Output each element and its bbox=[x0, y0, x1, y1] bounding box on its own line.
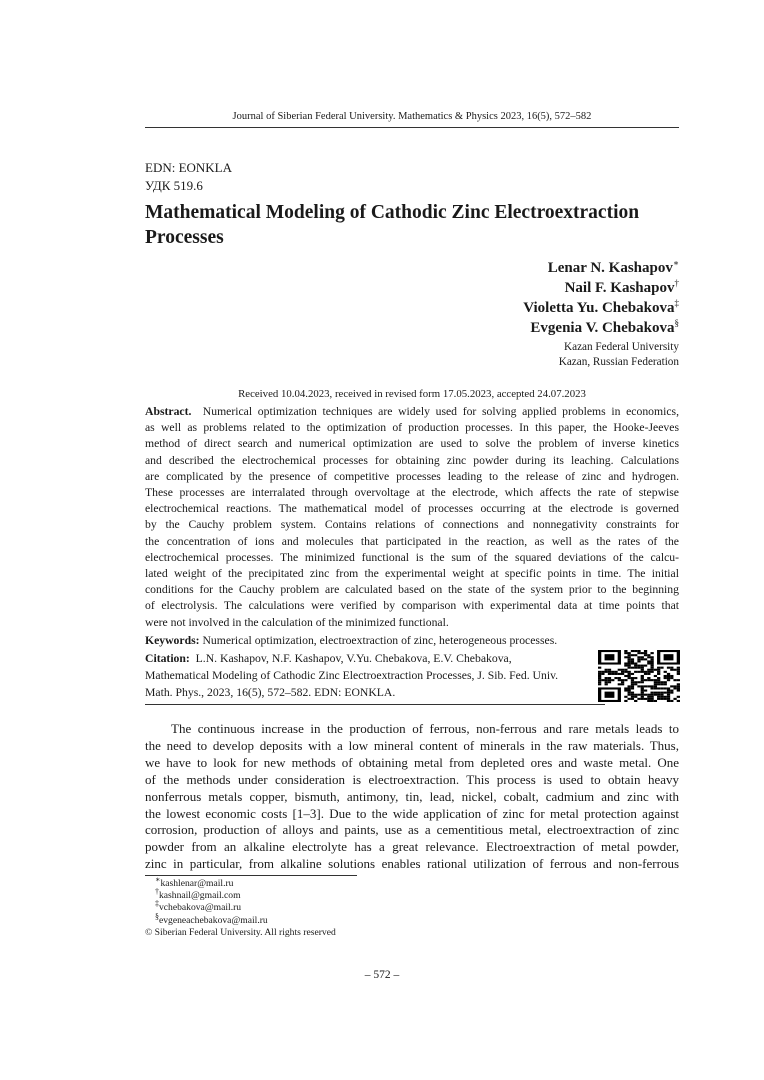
text-line: the concentration of ions and molecules that participated in the reaction, as well as the rates of the bbox=[145, 534, 679, 548]
citation bbox=[145, 650, 595, 701]
label: Abstract. bbox=[145, 405, 192, 418]
text-line: we have to look for new methods of obtaining metal from depleted ores and waste metal. One bbox=[145, 754, 679, 770]
text-line: Abstract. Numerical optimization techniques are widely used for solving applied problems in economics, bbox=[145, 405, 680, 418]
footnote: ∗kashlenar@mail.ru bbox=[155, 874, 234, 889]
received-dates: Received 10.04.2023, received in revised form 17.05.2023, accepted 24.07.2023 bbox=[238, 388, 586, 400]
text-line: corrosion, production of alloys and paints, use as a cementitious metal, electroextraction of zinc bbox=[145, 822, 679, 838]
footnote-rule bbox=[145, 875, 357, 876]
author: Nail F. Kashapov† bbox=[564, 278, 679, 296]
text-line: the need to develop deposits with a low mineral content of minerals in the raw materials. Thus, bbox=[145, 737, 679, 753]
page-number: – 572 – bbox=[364, 969, 400, 981]
text-line: Citation: L.N. Kashapov, N.F. Kashapov, V.Yu. Chebakova, E.V. Chebakova, bbox=[145, 652, 512, 665]
text-line: and described the electrochemical processes for obtaining zinc powder during its leaching. Calculations bbox=[145, 453, 679, 467]
running-header: Journal of Siberian Federal University. Mathematics & Physics 2023, 16(5), 572–582 bbox=[232, 111, 592, 122]
text-line: These processes are interralated through overvoltage at the electrode, which affects the rate of stepwise bbox=[145, 486, 679, 500]
footnote: †kashnail@gmail.com bbox=[155, 887, 241, 902]
label: Citation: bbox=[145, 652, 190, 665]
edn-code: EDN: EONKLA bbox=[145, 160, 233, 175]
text-line: method of direct search and numerical optimization are used to solve the problem of inverse kinetics bbox=[145, 437, 679, 451]
text-line: electrochemical reactions. The mathematical model of processes occurring at the electrode is governed bbox=[145, 502, 679, 516]
qr-code-icon bbox=[598, 650, 680, 702]
author: Lenar N. Kashapov∗ bbox=[547, 258, 679, 276]
text-line: as well as problems related to the optimization of production processes. In this paper, the Hooke-Jeeves bbox=[145, 421, 679, 435]
text-line: lated weight of the precipitated zinc from the experimental weight at specific points in time. The initial bbox=[145, 567, 679, 581]
text-line: were not involved in the calculation of the minimized functional. bbox=[145, 615, 449, 629]
text-line: zinc in particular, from alkaline solutions enables rational utilization of ferrous and non-ferrous bbox=[145, 856, 679, 872]
text-line: the lowest economic costs [1–3]. Due to the wide application of zinc for metal protection against bbox=[145, 805, 679, 821]
citation-rule bbox=[145, 704, 605, 705]
author-list bbox=[145, 258, 679, 338]
copyright: © Siberian Federal University. All rights reserved bbox=[145, 926, 336, 938]
affiliation: Kazan Federal University Kazan, Russian Federation bbox=[558, 341, 679, 368]
title-line: Processes bbox=[145, 227, 224, 248]
text-line: by the Cauchy problem system. Contains relations of connections and nonnegativity constraints for bbox=[145, 518, 679, 532]
footnote: ‡vchebakova@mail.ru bbox=[155, 899, 242, 914]
text-line: The continuous increase in the production of ferrous, non-ferrous and rare metals leads to bbox=[171, 721, 679, 736]
author: Evgenia V. Chebakova§ bbox=[530, 318, 679, 336]
text-line: Mathematical Modeling of Cathodic Zinc Electroextraction Processes, J. Sib. Fed. Univ. bbox=[145, 669, 559, 682]
title-line: Mathematical Modeling of Cathodic Zinc Electroextraction bbox=[145, 202, 640, 223]
text-line: conditions for the Cauchy problem are calculated based on the state of the system prior to the beginning bbox=[145, 583, 679, 597]
text-line: powder from an alkaline electrolyte has a great relevance. Electroextraction of metal powder, bbox=[145, 839, 679, 855]
text-line: Math. Phys., 2023, 16(5), 572–582. EDN: EONKLA. bbox=[145, 686, 396, 699]
footnotes bbox=[145, 874, 679, 939]
paper-title bbox=[145, 200, 679, 250]
text-line: of electrolysis. The calculations were verified by comparison with experimental data at time points that bbox=[145, 599, 679, 613]
text-line: of the methods under consideration is electroextraction. This process is used to obtain heavy bbox=[145, 771, 679, 787]
text-line: are complicated by the presence of competitive processes leading to the release of zinc and hydrogen. bbox=[145, 469, 679, 483]
text-line: electrochemical processes. The minimized functional is the sum of the squared deviations of the calcu- bbox=[145, 550, 679, 564]
abstract bbox=[145, 404, 679, 631]
header-rule bbox=[145, 127, 679, 128]
keywords: Keywords: Numerical optimization, electroextraction of zinc, heterogeneous processes. bbox=[145, 634, 558, 647]
text-line: nonferrous metals copper, bismuth, antimony, tin, lead, nickel, cobalt, cadmium and zinc with bbox=[145, 788, 679, 804]
udk-code: УДК 519.6 bbox=[145, 178, 203, 193]
footnote: §evgeneachebakova@mail.ru bbox=[155, 911, 268, 926]
author: Violetta Yu. Chebakova‡ bbox=[523, 298, 679, 316]
body-text bbox=[145, 721, 679, 873]
